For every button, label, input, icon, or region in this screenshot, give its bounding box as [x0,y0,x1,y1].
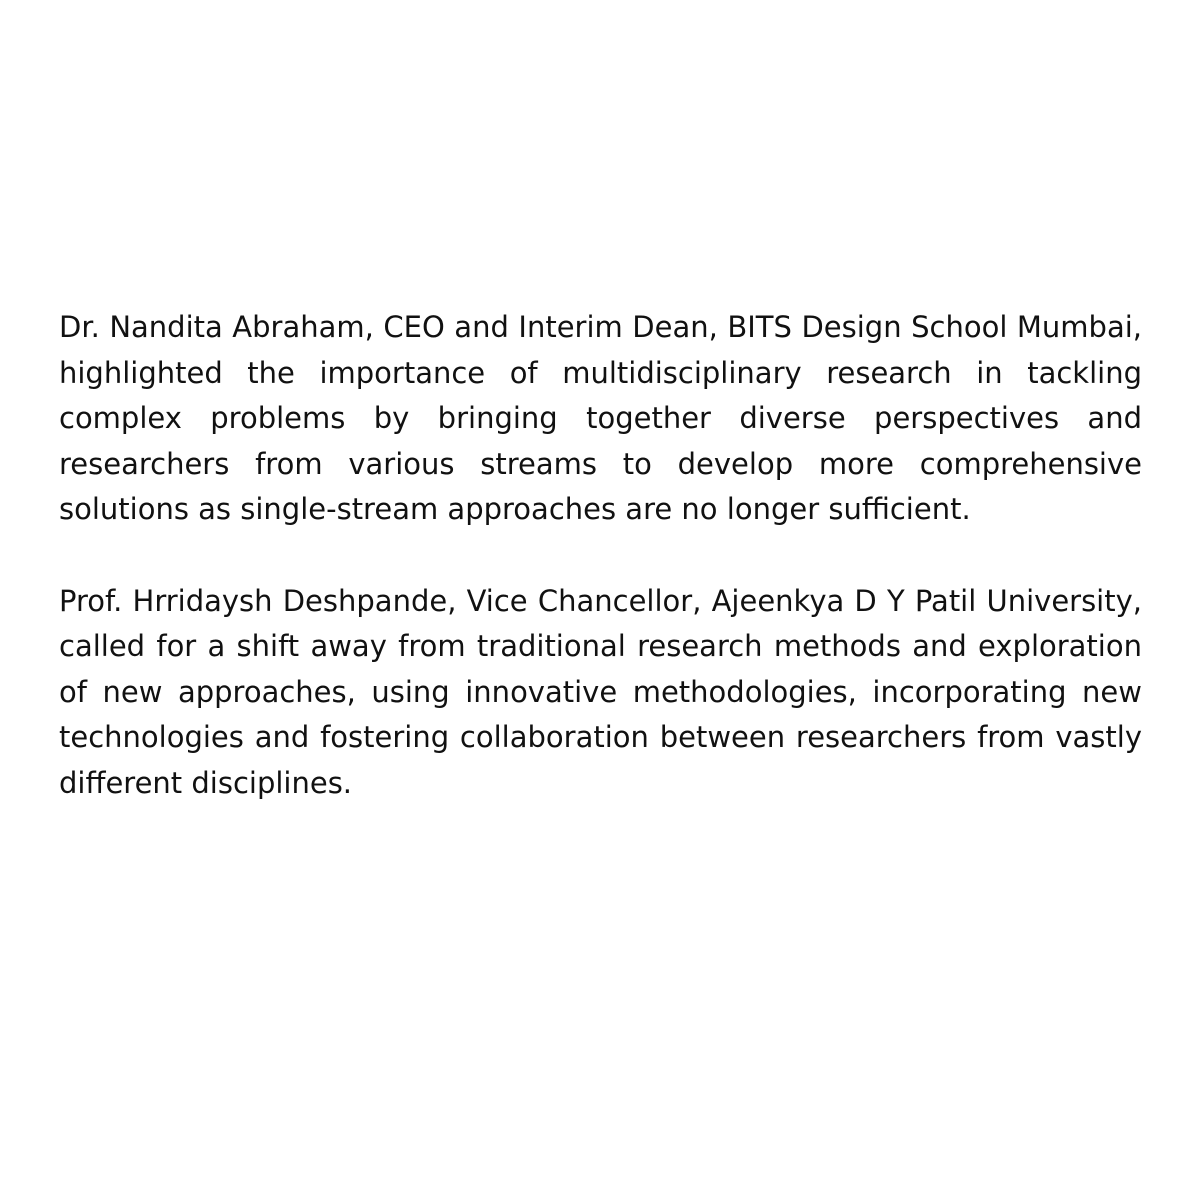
article-text [59,305,1142,807]
paragraph-hrridaysh-deshpande: Prof. Hrridaysh Deshpande, Vice Chancellor, Ajeenkya D Y Patil University, called for a shift away from traditional research methods and exploration of new approaches, using innovative methodologies, incorporating new technologies and fostering collaboration between researchers from vastly different disciplines. [59,583,1142,800]
paragraph-nandita-abraham: Dr. Nandita Abraham, CEO and Interim Dean, BITS Design School Mumbai, highlighted the importance of multidisciplinary research in tackling complex problems by bringing together diverse perspectives and researchers from various streams to develop more comprehensive solutions as single-stream approaches are no longer sufficient. [59,310,1142,527]
